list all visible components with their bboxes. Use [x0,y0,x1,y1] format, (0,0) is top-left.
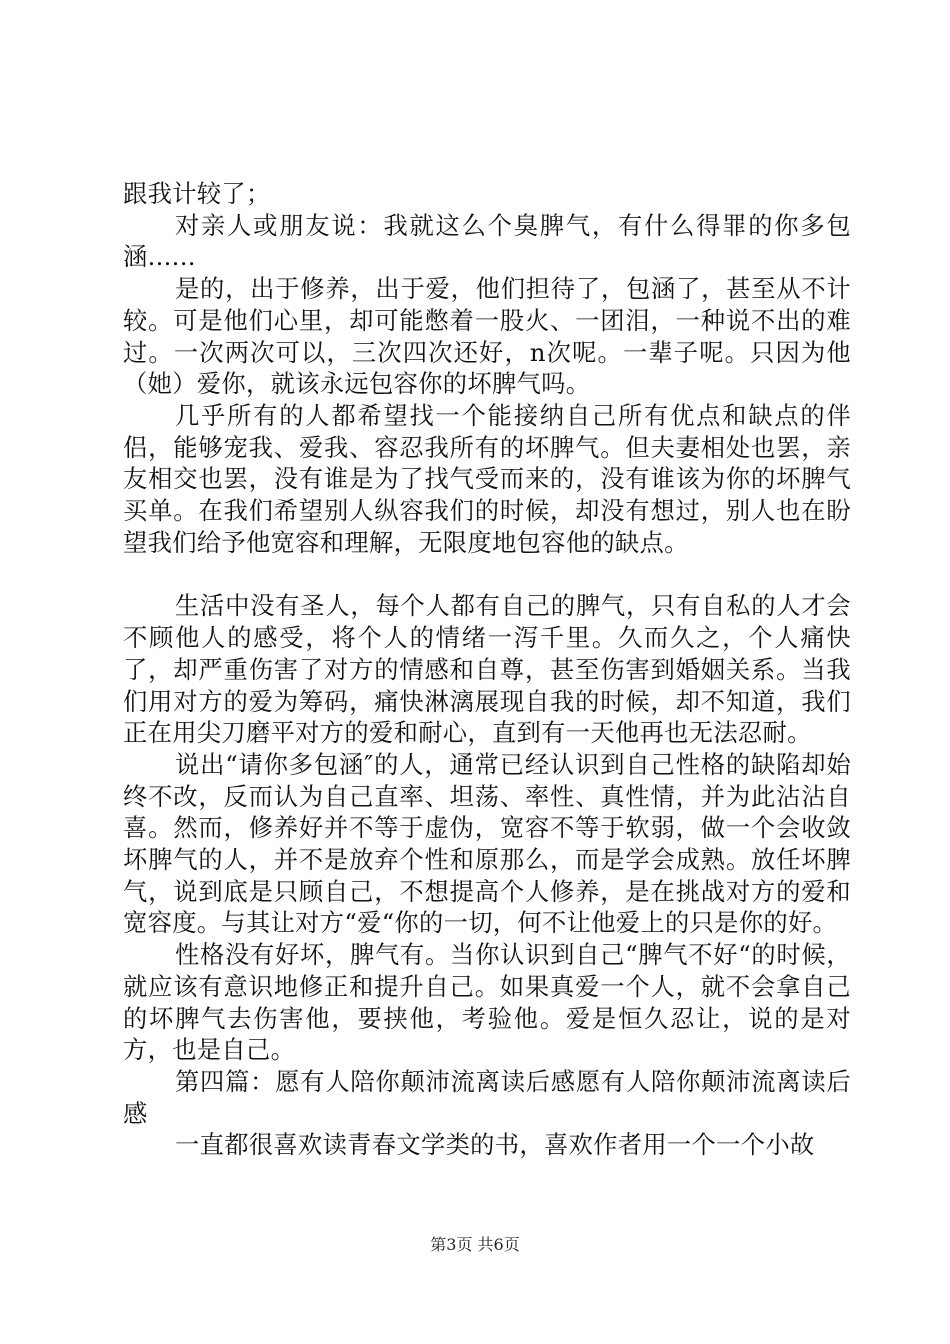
paragraph-please-forgive: 说出“请你多包涵″的人，通常已经认识到自己性格的缺陷却始终不改，反而认为自己直率、坦荡、率性、真性情，并为此沾沾自喜。然而，修养好并不等于虚伪，宽容不等于软弱，做一个会收敛坏脾气的人，并不是放弃个性和原那么，而是学会成熟。放任坏脾气，说到底是只顾自己，不想提高个人修养，是在挑战对方的爱和宽容度。与其让对方“爱“你的一切，何不让他爱上的只是你的好。 [123,749,851,938]
document-body [123,178,851,1161]
paragraph-temper: 性格没有好坏，脾气有。当你认识到自己“脾气不好“的时候，就应该有意识地修正和提升自己。如果真爱一个人，就不会拿自己的坏脾气去伤害他，要挟他，考验他。爱是恒久忍让，说的是对方，也是自己。 [123,940,851,1065]
section-heading: 第四篇：愿有人陪你颠沛流离读后感愿有人陪你颠沛流离读后感 [123,1066,851,1128]
paragraph-quote-relatives: 对亲人或朋友说：我就这么个臭脾气，有什么得罪的你多包涵...... [123,210,851,272]
paragraph-tolerance: 是的，出于修养，出于爱，他们担待了，包涵了，甚至从不计较。可是他们心里，却可能憋着一股火、一团泪，一种说不出的难过。一次两次可以，三次四次还好，n次呢。一辈子呢。只因为他（她）爱你，就该永远包容你的坏脾气吗。 [123,274,851,399]
paragraph-youth-literature: 一直都很喜欢读青春文学类的书，喜欢作者用一个一个小故 [175,1130,815,1160]
page-number-footer: 第3页 共6页 [430,1235,520,1254]
paragraph-no-saints: 生活中没有圣人，每个人都有自己的脾气，只有自私的人才会不顾他人的感受，将个人的情绪一泻千里。久而久之，个人痛快了，却严重伤害了对方的情感和自尊，甚至伤害到婚姻关系。当我们用对方的爱为筹码，痛快淋漓展现自我的时候，却不知道，我们正在用尖刀磨平对方的爱和耐心，直到有一天他再也无法忍耐。 [123,591,851,748]
paragraph-continuation: 跟我计较了； [123,179,271,208]
paragraph-spacer [123,558,851,590]
paragraph-partner: 几乎所有的人都希望找一个能接纳自己所有优点和缺点的伴侣，能够宠我、爱我、容忍我所有的坏脾气。但夫妻相处也罢，亲友相交也罢，没有谁是为了找气受而来的，没有谁该为你的坏脾气买单。在我们希望别人纵容我们的时候，却没有想过，别人也在盼望我们给予他宽容和理解，无限度地包容他的缺点。 [123,400,851,557]
